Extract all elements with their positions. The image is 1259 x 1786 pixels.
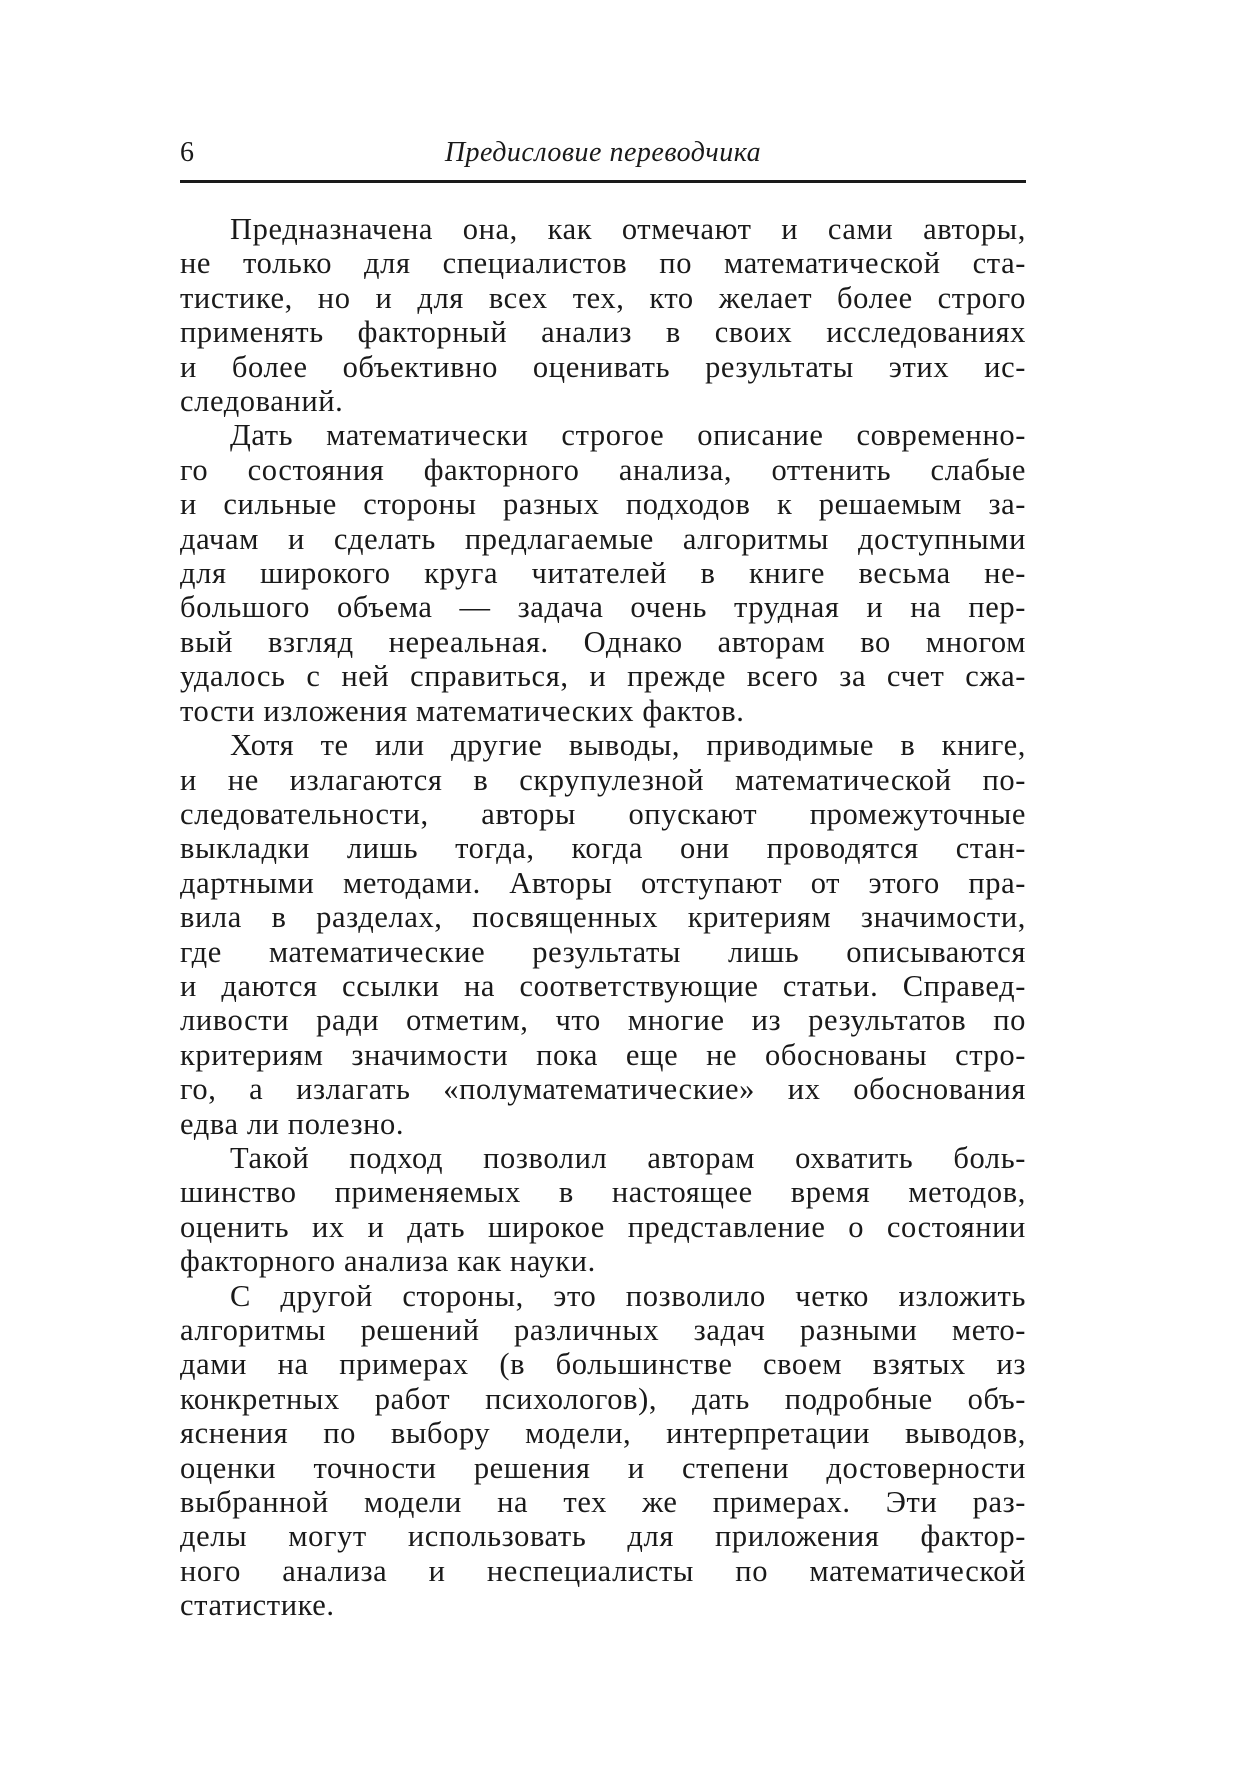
text-line: удалось с ней справиться, и прежде всего за счет сжа- bbox=[180, 659, 1026, 694]
text-line: факторного анализа как науки. bbox=[180, 1244, 596, 1279]
text-line: го состояния факторного анализа, оттенить слабые bbox=[180, 452, 1026, 487]
text-line: и более объективно оценивать результаты этих ис- bbox=[180, 349, 1026, 384]
text-line: С другой стороны, это позволило четко изложить bbox=[230, 1278, 1026, 1313]
text-line: конкретных работ психологов), дать подробные объ- bbox=[180, 1381, 1026, 1416]
text-line: следований. bbox=[180, 384, 344, 419]
text-line: тости изложения математических фактов. bbox=[180, 693, 745, 728]
text-line: Предназначена она, как отмечают и сами авторы, bbox=[230, 212, 1026, 246]
text-line: тистике, но и для всех тех, кто желает более строго bbox=[180, 280, 1026, 315]
text-line: ного анализа и неспециалисты по математической bbox=[180, 1553, 1026, 1588]
text-line: выбранной модели на тех же примерах. Эти раз- bbox=[180, 1485, 1026, 1520]
text-line: шинство применяемых в настоящее время методов, bbox=[180, 1175, 1026, 1210]
text-line: едва ли полезно. bbox=[180, 1106, 405, 1141]
text-line: критериям значимости пока еще не обоснованы стро- bbox=[180, 1037, 1026, 1072]
text-line: дами на примерах (в большинстве своем взятых из bbox=[180, 1347, 1026, 1382]
paragraph bbox=[180, 1141, 1026, 1279]
text-line: дачам и сделать предлагаемые алгоритмы доступными bbox=[180, 521, 1026, 556]
text-line: и сильные стороны разных подходов к решаемым за- bbox=[180, 487, 1026, 522]
text-line: делы могут использовать для приложения фактор- bbox=[180, 1519, 1026, 1554]
text-line: вила в разделах, посвященных критериям значимости, bbox=[180, 900, 1026, 935]
text-line: и даются ссылки на соответствующие статьи. Справед- bbox=[180, 968, 1026, 1003]
text-line: алгоритмы решений различных задач разными мето- bbox=[180, 1313, 1026, 1347]
page-header bbox=[180, 136, 1026, 183]
text-line: выкладки лишь тогда, когда они проводятся стан- bbox=[180, 831, 1026, 866]
text-line: вый взгляд нереальная. Однако авторам во многом bbox=[180, 624, 1026, 659]
text-line: большого объема — задача очень трудная и на пер- bbox=[180, 590, 1026, 625]
text-line: для широкого круга читателей в книге весьма не- bbox=[180, 556, 1026, 591]
text-line: не только для специалистов по математической ста- bbox=[180, 246, 1026, 281]
text-line: оценить их и дать широкое представление о состоянии bbox=[180, 1209, 1026, 1244]
text-line: где математические результаты лишь описываются bbox=[180, 934, 1026, 969]
text-line: применять факторный анализ в своих исследованиях bbox=[180, 315, 1026, 350]
text-line: оценки точности решения и степени достоверности bbox=[180, 1450, 1026, 1485]
paragraph bbox=[180, 212, 1026, 418]
text-line: и не излагаются в скрупулезной математической по- bbox=[180, 762, 1026, 797]
text-line: Такой подход позволил авторам охватить боль- bbox=[230, 1140, 1026, 1175]
text-line: яснения по выбору модели, интерпретации выводов, bbox=[180, 1416, 1026, 1451]
paragraph bbox=[180, 1279, 1026, 1623]
text-line: Хотя те или другие выводы, приводимые в книге, bbox=[230, 728, 1026, 763]
text-line: статистике. bbox=[180, 1588, 335, 1623]
text-line: следовательности, авторы опускают промежуточные bbox=[180, 796, 1026, 831]
body-text bbox=[180, 212, 1026, 1623]
paragraph bbox=[180, 728, 1026, 1141]
text-line: го, а излагать «полуматематические» их обоснования bbox=[180, 1072, 1026, 1107]
page-number: 6 bbox=[180, 137, 194, 168]
text-line: ливости ради отметим, что многие из результатов по bbox=[180, 1003, 1026, 1038]
text-line: дартными методами. Авторы отступают от этого пра- bbox=[180, 865, 1026, 900]
paragraph bbox=[180, 418, 1026, 728]
text-line: Дать математически строгое описание современно- bbox=[230, 418, 1026, 453]
running-title: Предисловие переводчика bbox=[444, 137, 762, 168]
